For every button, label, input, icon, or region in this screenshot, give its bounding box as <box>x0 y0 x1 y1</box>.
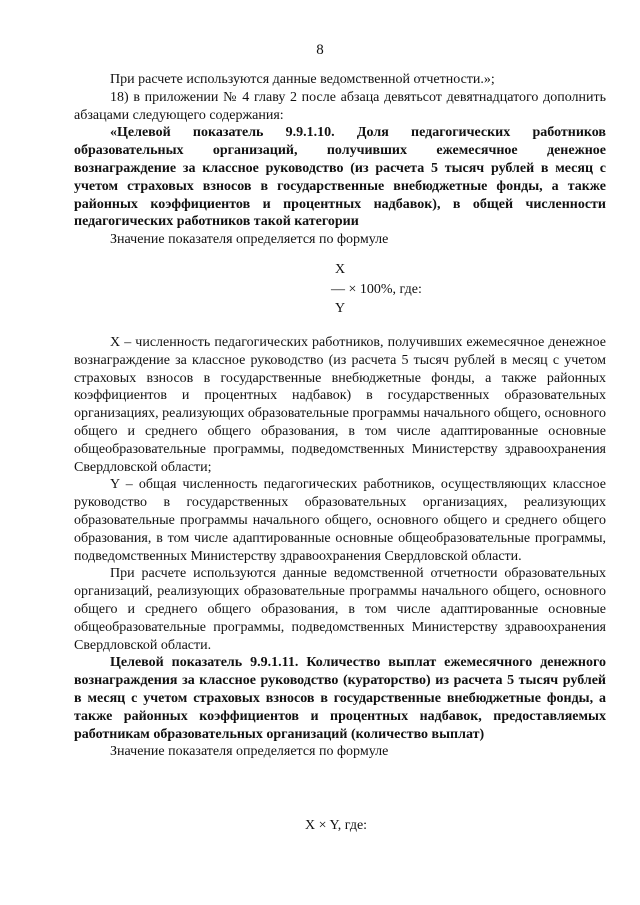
paragraph-target-indicator-9-9-1-11: Целевой показатель 9.9.1.11. Количество выплат ежемесячного денежного вознаграждения за классное руководство (кураторство) из расчета 5 тысяч рублей в месяц с учетом страховых взносов в государственные внебюджетные фонды, а также районных коэффициентов и процентных надбавок, предоставляемых работникам образовательных организаций (количество выплат) <box>74 655 606 742</box>
fraction-line <box>331 282 422 298</box>
paragraph-definition-x: X – численность педагогических работников, получивших ежемесячное денежное вознаграждение за классное руководство (из расчета 5 тысяч рублей в месяц с учетом страховых взносов в государственные внебюджетные фонды, а также районных коэффициентов и процентных надбавок) в государственных образовательных организациях, реализующих образовательные программы начального общего, основного общего и среднего общего образования, в том числе адаптированные основные общеобразовательные программы, подведомственных Министерству здравоохранения Свердловской области; <box>74 335 606 475</box>
formula-suffix: × 100%, где: <box>348 282 422 297</box>
formula-ratio <box>0 262 640 322</box>
middle-text-block <box>74 334 606 761</box>
formula-product <box>0 818 640 838</box>
fraction-bar: — <box>331 282 345 297</box>
top-text-block <box>74 71 606 249</box>
paragraph-formula-intro-2: Значение показателя определяется по формуле <box>110 744 389 760</box>
paragraph-data-source: При расчете используются данные ведомственной отчетности образовательных организаций, реализующих образовательные программы начального общего, основного общего и среднего общего образования, в том числе адаптированные основные общеобразовательные программы, подведомственных Министерству здравоохранения Свердловской области. <box>74 566 606 653</box>
paragraph-definition-y: Y – общая численность педагогических работников, осуществляющих классное руководство в государственных образовательных организациях, реализующих образовательные программы начального общего, основного общего и среднего общего образования, в том числе адаптированные основные общеобразовательные программы, подведомственных Министерству здравоохранения Свердловской области. <box>74 477 606 564</box>
formula-numerator: X <box>335 262 346 277</box>
paragraph-target-indicator-9-9-1-10: «Целевой показатель 9.9.1.10. Доля педагогических работников образовательных организаций, получивших ежемесячное денежное вознаграждение за классное руководство (из расчета 5 тысяч рублей в месяц с учетом страховых взносов в государственные внебюджетные фонды, а также районных коэффициентов и процентных надбавок), в общей численности педагогических работников такой категории <box>74 125 606 230</box>
paragraph-formula-intro-1: Значение показателя определяется по формуле <box>110 232 389 248</box>
formula-product-expression: X × Y, где: <box>305 818 368 833</box>
paragraph-amendment-item-18: 18) в приложении № 4 главу 2 после абзаца девятьсот девятнадцатого дополнить абзацами следующего содержания: <box>74 89 606 123</box>
formula-denominator: Y <box>335 301 346 316</box>
paragraph-data-source-note: При расчете используются данные ведомственной отчетности.»; <box>110 72 495 87</box>
page-number: 8 <box>316 42 324 58</box>
